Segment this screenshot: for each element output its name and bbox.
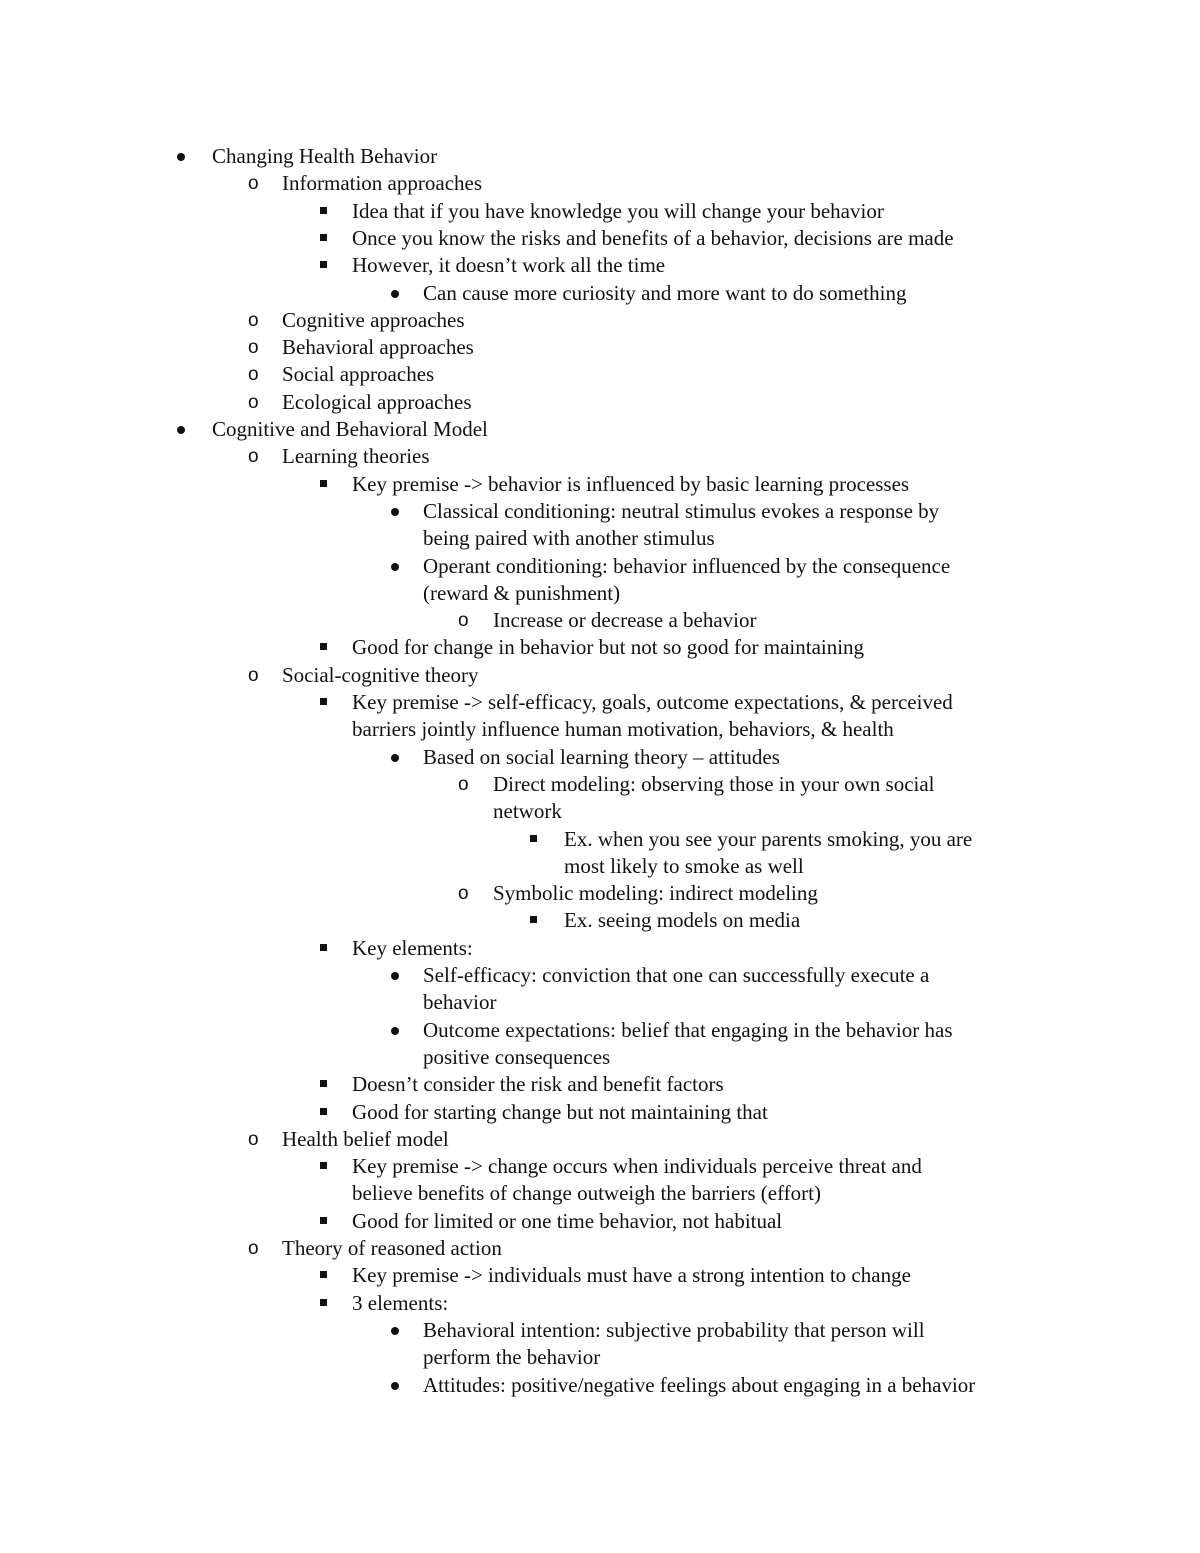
outline-item-text: barriers jointly influence human motivation, behaviors, & health: [352, 717, 894, 742]
outline-item-text: Good for limited or one time behavior, not habitual: [352, 1208, 783, 1233]
square-bullet-icon: [318, 225, 342, 252]
outline-item-text: most likely to smoke as well: [564, 853, 804, 878]
outline-item-text: Key premise -> behavior is influenced by basic learning processes: [352, 471, 910, 496]
outline-item-text: positive consequences: [423, 1044, 611, 1069]
outline-item-text: Theory of reasoned action: [282, 1236, 502, 1260]
outline-item-text: perform the behavior: [423, 1345, 601, 1370]
circle-bullet-icon: [248, 170, 272, 197]
circle-bullet-icon: [248, 443, 272, 470]
outline-item-text: 3 elements:: [352, 1290, 449, 1315]
outline-item-text: Once you know the risks and benefits of a behavior, decisions are made: [352, 225, 954, 250]
outline-item-text: behavior: [423, 990, 497, 1015]
square-bullet-icon: [318, 1153, 342, 1180]
outline-item-text: Cognitive and Behavioral Model: [212, 417, 488, 441]
disc-bullet-icon: [388, 1317, 412, 1344]
square-bullet-icon: [318, 634, 342, 661]
outline-item-text: Operant conditioning: behavior influenced by the consequence: [423, 553, 951, 578]
circle-bullet-icon: [458, 771, 482, 798]
outline-item-text: Doesn’t consider the risk and benefit factors: [352, 1072, 724, 1097]
outline-item-text: Symbolic modeling: indirect modeling: [493, 881, 818, 906]
square-bullet-icon: [318, 252, 342, 279]
outline-item-text: Social-cognitive theory: [282, 662, 479, 687]
circle-bullet-icon: [248, 361, 272, 388]
outline-item-text: Direct modeling: observing those in your own social: [493, 771, 935, 796]
outline-item-text: Cognitive approaches: [282, 307, 465, 332]
disc-bullet-icon: [174, 416, 198, 443]
outline-item-text: Learning theories: [282, 444, 430, 469]
outline-item-text: (reward & punishment): [423, 580, 621, 605]
outline-item-text: Good for starting change but not maintaining that: [352, 1099, 768, 1124]
outline-item-text: believe benefits of change outweigh the barriers (effort): [352, 1181, 821, 1206]
outline-item-text: Ex. seeing models on media: [564, 908, 801, 933]
outline-item-text: Information approaches: [282, 171, 483, 196]
disc-bullet-icon: [388, 1017, 412, 1044]
outline-item-text: Key premise -> individuals must have a strong intention to change: [352, 1263, 911, 1288]
outline-item-text: Outcome expectations: belief that engaging in the behavior has: [423, 1017, 953, 1042]
disc-bullet-icon: [388, 744, 412, 771]
square-bullet-icon: [318, 935, 342, 962]
circle-bullet-icon: [458, 880, 482, 907]
outline-item-text: Based on social learning theory – attitudes: [423, 744, 780, 769]
outline-item-text: Behavioral approaches: [282, 335, 474, 360]
circle-bullet-icon: [248, 662, 272, 689]
square-bullet-icon: [318, 198, 342, 225]
outline-item-text: Behavioral intention: subjective probability that person will: [423, 1317, 925, 1342]
square-bullet-icon: [528, 826, 552, 853]
outline-item-text: Social approaches: [282, 362, 435, 387]
outline-item-text: Attitudes: positive/negative feelings about engaging in a behavior: [423, 1372, 976, 1397]
circle-bullet-icon: [248, 1235, 272, 1262]
disc-bullet-icon: [388, 280, 412, 307]
square-bullet-icon: [318, 1290, 342, 1317]
outline-item-text: Key premise -> change occurs when individuals perceive threat and: [352, 1154, 922, 1179]
circle-bullet-icon: [248, 389, 272, 416]
square-bullet-icon: [318, 1071, 342, 1098]
outline-item-text: Ex. when you see your parents smoking, you are: [564, 826, 973, 851]
outline-item-text: Self-efficacy: conviction that one can successfully execute a: [423, 963, 930, 987]
square-bullet-icon: [318, 689, 342, 716]
outline-item-text: Key elements:: [352, 935, 473, 960]
outline-item-text: Good for change in behavior but not so good for maintaining: [352, 635, 865, 660]
disc-bullet-icon: [174, 143, 198, 170]
circle-bullet-icon: [458, 607, 482, 634]
outline-item-text: Key premise -> self-efficacy, goals, outcome expectations, & perceived: [352, 690, 953, 714]
outline-item-text: being paired with another stimulus: [423, 526, 715, 551]
outline-item-text: Can cause more curiosity and more want to do something: [423, 280, 907, 305]
outline-item-text: Health belief model: [282, 1126, 449, 1151]
disc-bullet-icon: [388, 498, 412, 525]
square-bullet-icon: [318, 471, 342, 498]
outline-item-text: However, it doesn’t work all the time: [352, 253, 666, 278]
circle-bullet-icon: [248, 334, 272, 361]
circle-bullet-icon: [248, 307, 272, 334]
outline-item-text: Classical conditioning: neutral stimulus evokes a response by: [423, 498, 940, 523]
square-bullet-icon: [318, 1262, 342, 1289]
outline-item-text: Changing Health Behavior: [212, 144, 438, 168]
outline-item-text: Idea that if you have knowledge you will change your behavior: [352, 198, 884, 223]
square-bullet-icon: [528, 907, 552, 934]
outline-item-text: Ecological approaches: [282, 389, 472, 414]
circle-bullet-icon: [248, 1126, 272, 1153]
disc-bullet-icon: [388, 962, 412, 989]
square-bullet-icon: [318, 1208, 342, 1235]
outline-item-text: Increase or decrease a behavior: [493, 608, 757, 633]
outline-item-text: network: [493, 799, 562, 824]
disc-bullet-icon: [388, 553, 412, 580]
disc-bullet-icon: [388, 1372, 412, 1399]
square-bullet-icon: [318, 1099, 342, 1126]
